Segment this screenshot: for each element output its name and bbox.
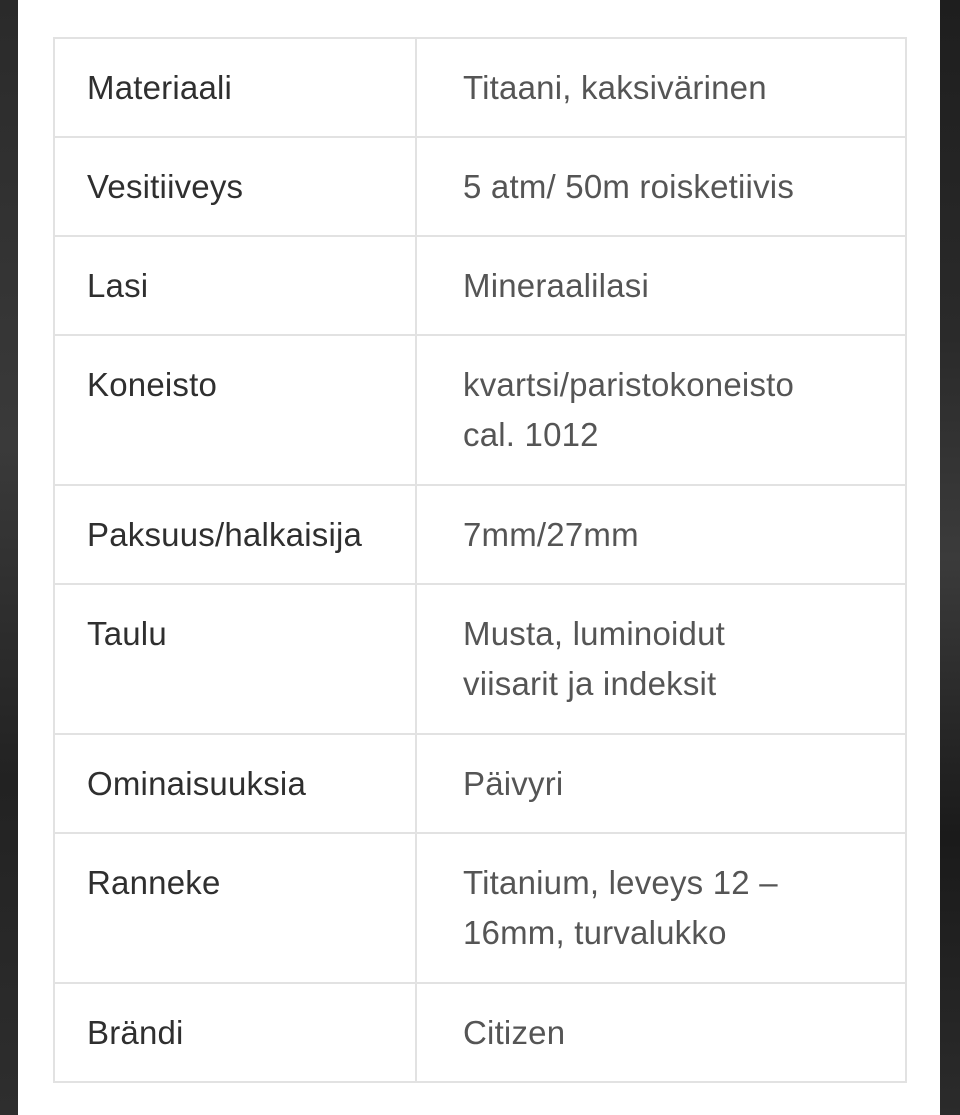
spec-label: Vesitiiveys [54, 137, 416, 236]
spec-value-line: Titaani, kaksivärinen [463, 69, 767, 106]
spec-value [416, 335, 906, 485]
spec-label: Brändi [54, 983, 416, 1082]
spec-value-line: Mineraalilasi [463, 267, 650, 304]
table-row [54, 734, 906, 833]
table-row [54, 38, 906, 137]
table-row [54, 584, 906, 734]
spec-value-line: 16mm, turvalukko [463, 914, 727, 951]
table-row [54, 833, 906, 983]
background-left-edge [0, 0, 18, 1115]
table-row [54, 236, 906, 335]
spec-value [416, 983, 906, 1082]
table-row [54, 983, 906, 1082]
table-row [54, 137, 906, 236]
spec-value-line: viisarit ja indeksit [463, 665, 717, 702]
specs-table [53, 37, 907, 1083]
spec-label: Koneisto [54, 335, 416, 485]
spec-value [416, 236, 906, 335]
spec-value-line: cal. 1012 [463, 416, 599, 453]
spec-value [416, 485, 906, 584]
spec-label: Materiaali [54, 38, 416, 137]
background-right-edge [940, 0, 960, 1115]
spec-value-line: 5 atm/ 50m roisketiivis [463, 168, 795, 205]
spec-value-line: Musta, luminoidut [463, 615, 726, 652]
content-panel [18, 0, 940, 1115]
spec-label: Paksuus/halkaisija [54, 485, 416, 584]
spec-value [416, 833, 906, 983]
spec-label: Ominaisuuksia [54, 734, 416, 833]
spec-value-line: 7mm/27mm [463, 516, 639, 553]
spec-label: Taulu [54, 584, 416, 734]
spec-value-line: Citizen [463, 1014, 566, 1051]
spec-value [416, 137, 906, 236]
table-row [54, 485, 906, 584]
spec-value [416, 38, 906, 137]
spec-value-line: Päivyri [463, 765, 564, 802]
spec-value-line: kvartsi/paristokoneisto [463, 366, 795, 403]
spec-value-line: Titanium, leveys 12 – [463, 864, 778, 901]
table-row [54, 335, 906, 485]
spec-label: Ranneke [54, 833, 416, 983]
spec-value [416, 734, 906, 833]
spec-label: Lasi [54, 236, 416, 335]
spec-value [416, 584, 906, 734]
